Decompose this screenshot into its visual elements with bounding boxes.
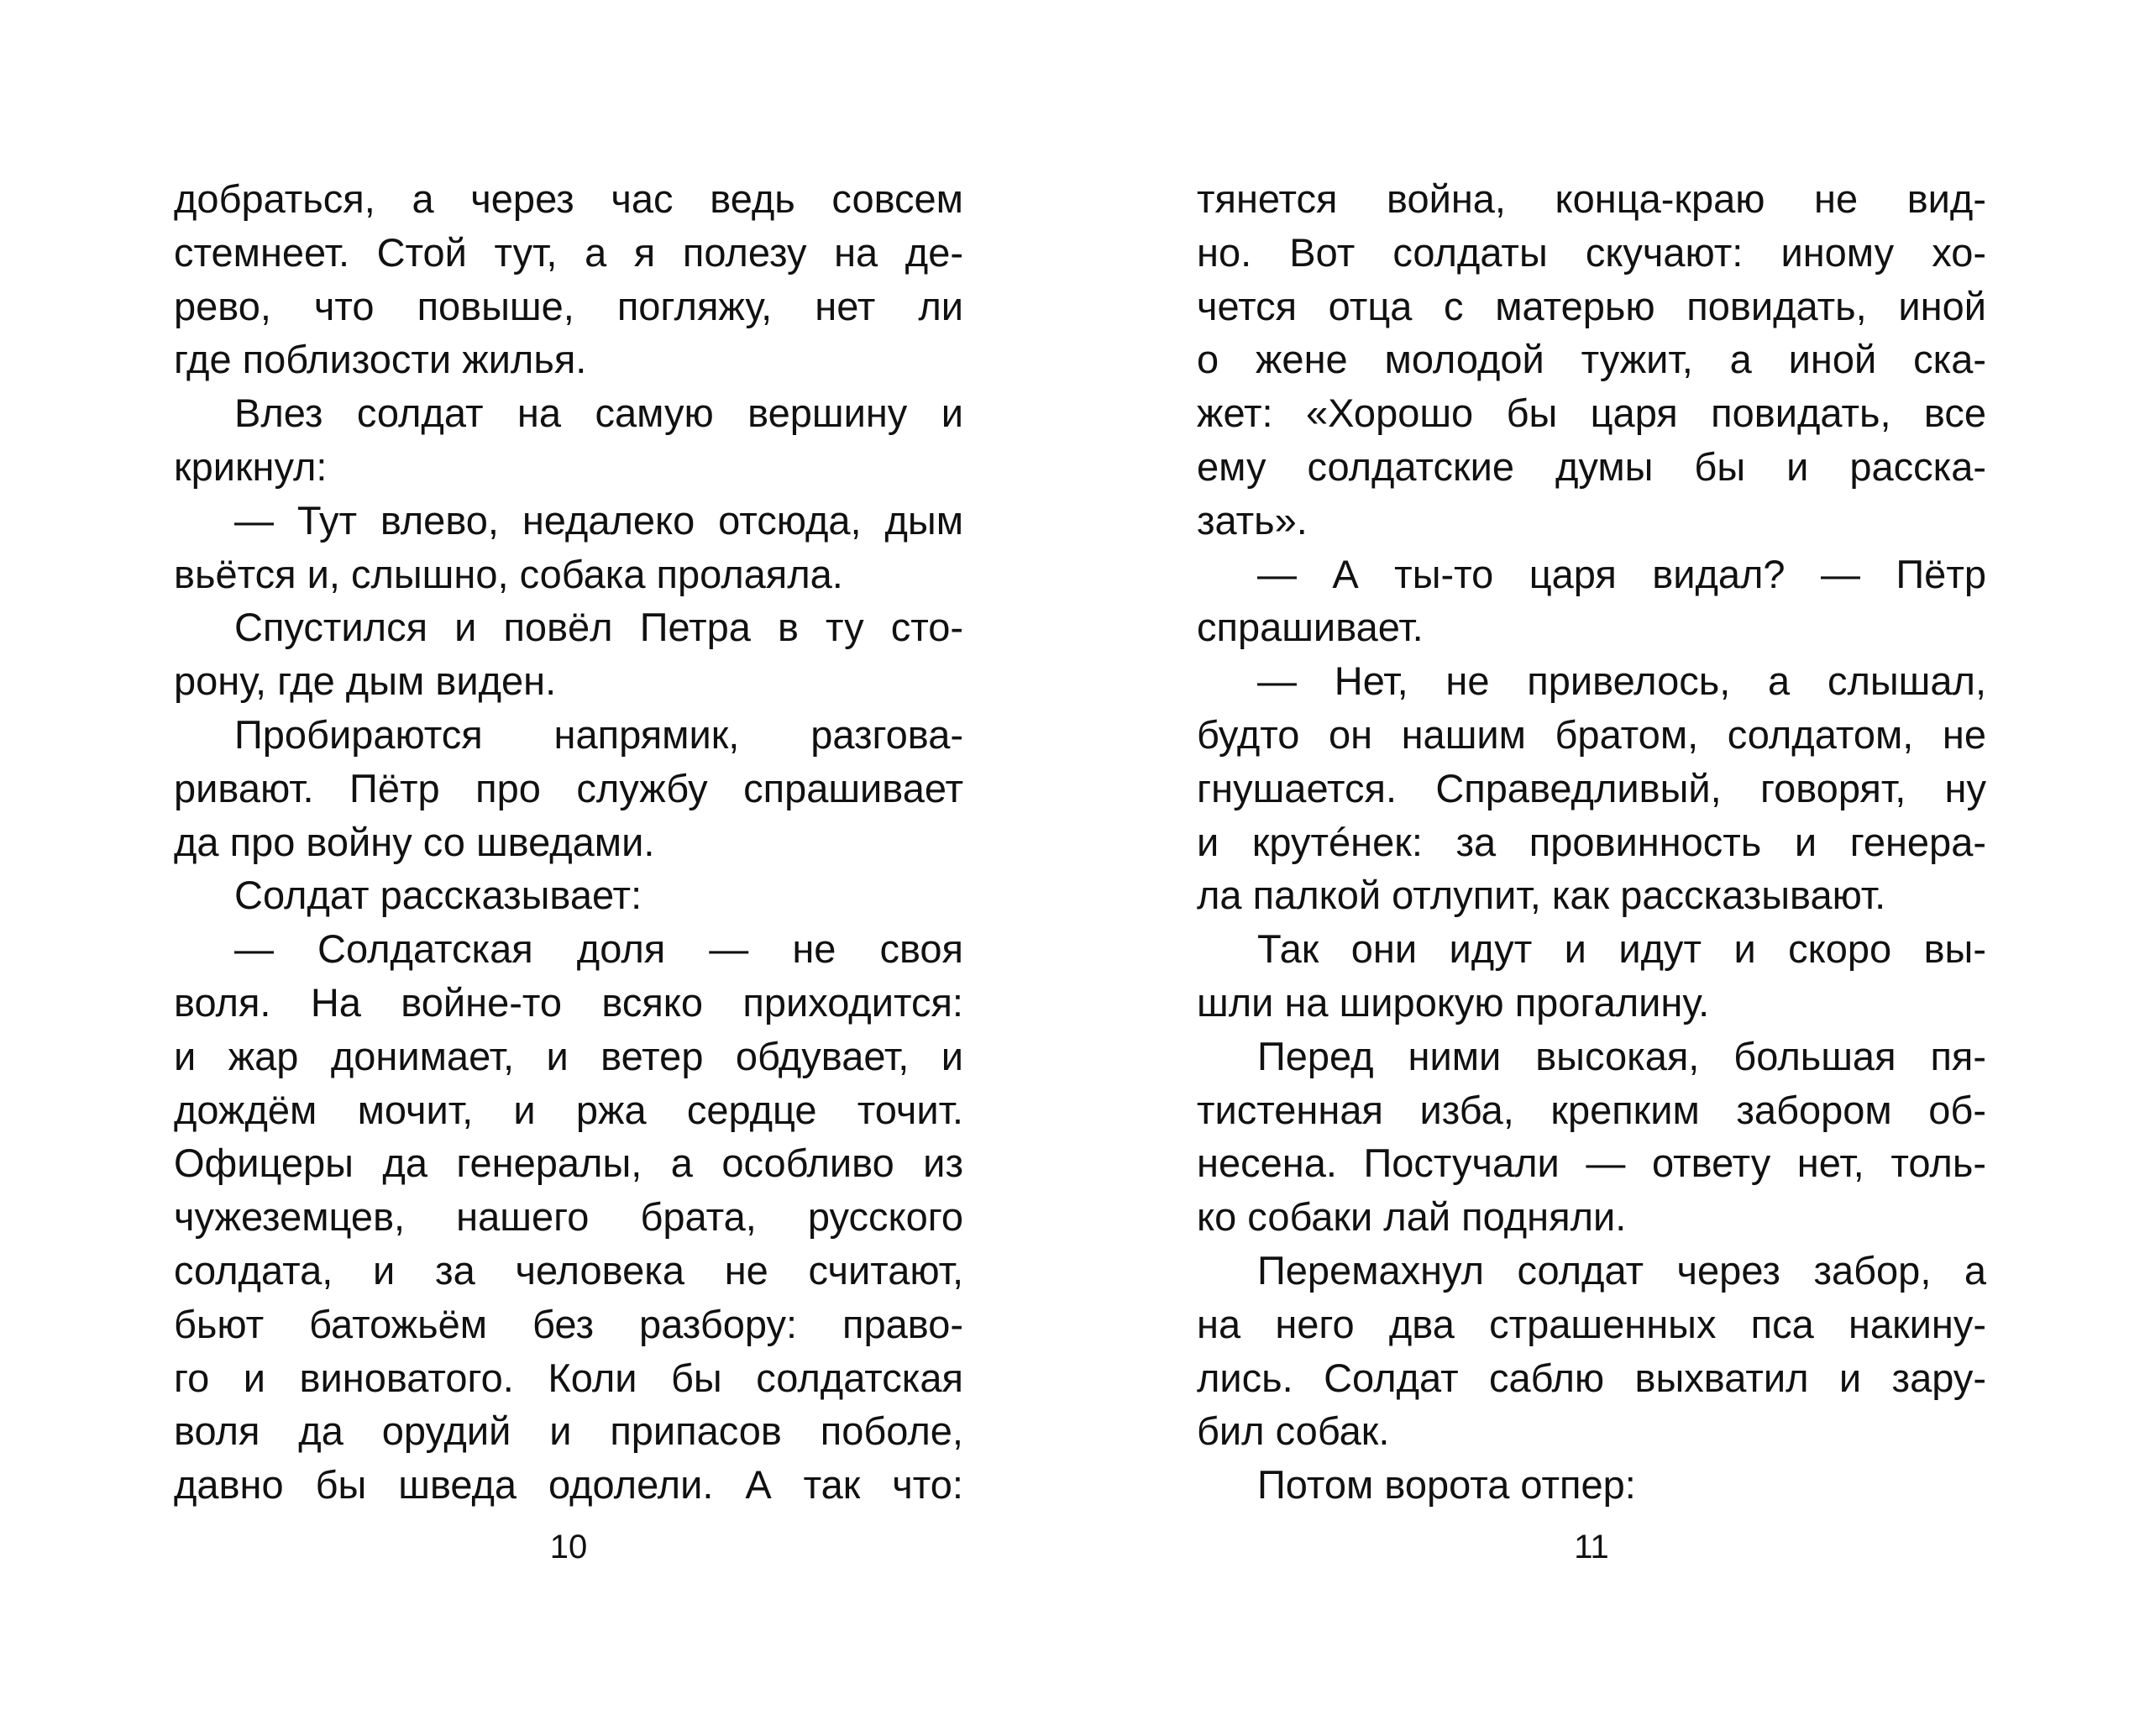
text-line: спрашивает. bbox=[1197, 605, 1424, 650]
text-line: воля. На войне-то всяко приходится: bbox=[174, 979, 963, 1025]
page-number-right: 11 bbox=[1574, 1529, 1609, 1566]
text-line: дождём мочит, и ржа сердце точит. bbox=[174, 1087, 963, 1132]
text-line: бил собак. bbox=[1197, 1408, 1390, 1454]
text-line: чужеземцев, нашего брата, русского bbox=[174, 1194, 963, 1240]
text-line: гнушается. Справедливый, говорят, ну bbox=[1197, 765, 1986, 810]
text-line: давно бы шведа одолели. А так что: bbox=[174, 1462, 963, 1508]
text-line: бьют батожьём без разбору: право- bbox=[174, 1301, 963, 1346]
text-line: — Нет, не привелось, а слышал, bbox=[1257, 658, 1986, 704]
text-line: Спустился и повёл Петра в ту сто- bbox=[234, 605, 963, 650]
text-line: и крутéнек: за провинность и генера- bbox=[1197, 819, 1986, 864]
text-line: — Солдатская доля — не своя bbox=[234, 926, 963, 972]
text-line: лись. Солдат саблю выхватил и зару- bbox=[1197, 1355, 1986, 1400]
text-line: Влез солдат на самую вершину и bbox=[234, 391, 963, 436]
text-line: Перед ними высокая, большая пя- bbox=[1257, 1033, 1986, 1078]
text-line: на него два страшенных пса накину- bbox=[1197, 1301, 1986, 1346]
text-line: солдата, и за человека не считают, bbox=[174, 1247, 963, 1293]
text-line: тянется война, конца-краю не вид- bbox=[1197, 176, 1986, 221]
right-page-text bbox=[1197, 172, 1986, 1512]
text-line: стемнеет. Стой тут, а я полезу на де- bbox=[174, 229, 963, 275]
text-line: Перемахнул солдат через забор, а bbox=[1257, 1247, 1986, 1293]
text-line: будто он нашим братом, солдатом, не bbox=[1197, 711, 1986, 757]
text-line: добраться, а через час ведь совсем bbox=[174, 176, 963, 221]
text-line: ему солдатские думы бы и расска- bbox=[1197, 443, 1986, 489]
text-line: Офицеры да генералы, а особливо из bbox=[174, 1141, 963, 1186]
text-line: зать». bbox=[1197, 497, 1308, 543]
text-line: чется отца с матерью повидать, иной bbox=[1197, 283, 1986, 328]
text-line: Пробираются напрямик, разгова- bbox=[234, 711, 963, 757]
text-line: Солдат рассказывает: bbox=[234, 873, 642, 918]
text-line: и жар донимает, и ветер обдувает, и bbox=[174, 1033, 963, 1078]
text-line: ривают. Пётр про службу спрашивает bbox=[174, 765, 963, 810]
text-line: Так они идут и идут и скоро вы- bbox=[1257, 926, 1986, 972]
text-line: о жене молодой тужит, а иной ска- bbox=[1197, 337, 1986, 382]
text-line: — Тут влево, недалеко отсюда, дым bbox=[234, 497, 963, 543]
text-line: несена. Постучали — ответу нет, толь- bbox=[1197, 1141, 1986, 1186]
text-line: крикнул: bbox=[174, 443, 328, 489]
text-line: ко собаки лай подняли. bbox=[1197, 1194, 1627, 1240]
text-line: воля да орудий и припасов поболе, bbox=[174, 1408, 963, 1454]
text-line: рону, где дым виден. bbox=[174, 658, 557, 704]
text-line: но. Вот солдаты скучают: иному хо- bbox=[1197, 229, 1986, 275]
text-line: ла палкой отлупит, как рассказывают. bbox=[1197, 873, 1886, 918]
text-line: го и виноватого. Коли бы солдатская bbox=[174, 1355, 963, 1400]
text-line: тистенная изба, крепким забором об- bbox=[1197, 1087, 1986, 1132]
text-line: где поблизости жилья. bbox=[174, 337, 587, 382]
text-line: рево, что повыше, погляжу, нет ли bbox=[174, 283, 963, 328]
text-line: шли на широкую прогалину. bbox=[1197, 979, 1710, 1025]
text-line: Потом ворота отпер: bbox=[1257, 1462, 1636, 1508]
text-line: жет: «Хорошо бы царя повидать, все bbox=[1197, 391, 1986, 436]
page-number-left: 10 bbox=[549, 1529, 588, 1566]
text-line: да про войну со шведами. bbox=[174, 819, 655, 864]
text-line: вьётся и, слышно, собака пролаяла. bbox=[174, 551, 843, 596]
left-page-text bbox=[174, 172, 963, 1512]
text-line: — А ты-то царя видал? — Пётр bbox=[1257, 551, 1986, 596]
